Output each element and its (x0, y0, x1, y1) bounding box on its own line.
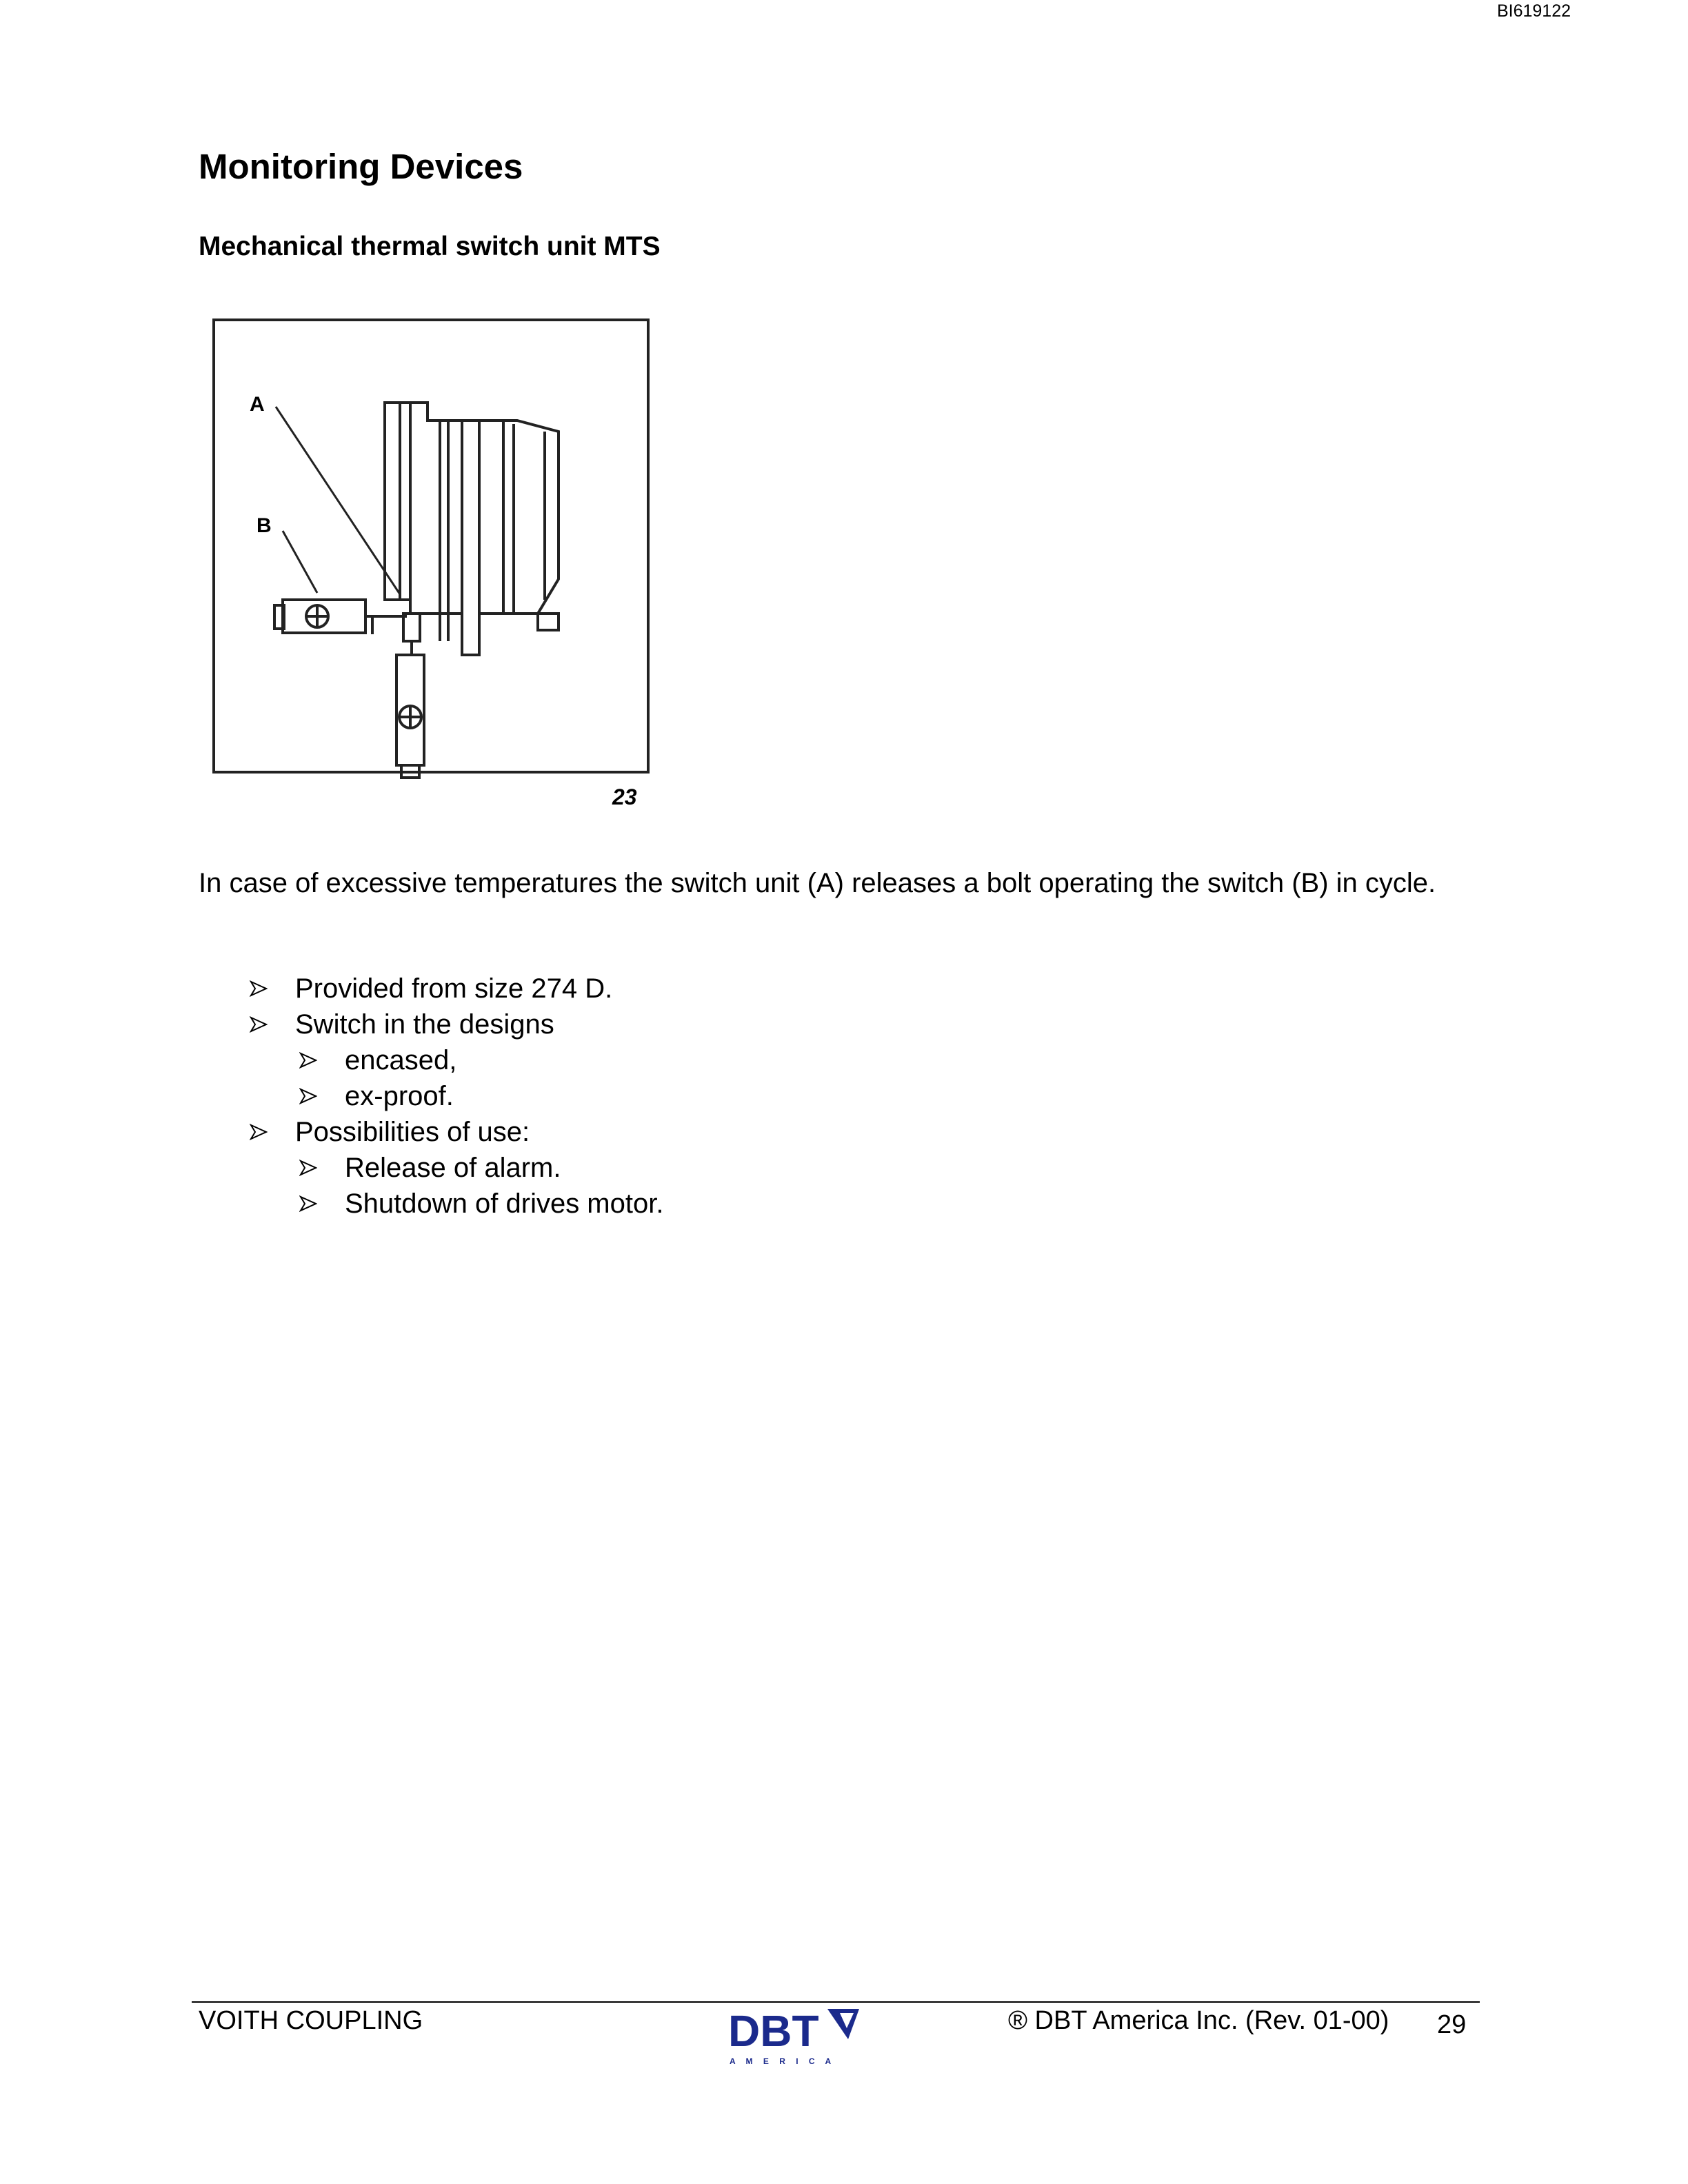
logo-subtext: A M E R I C A (730, 2056, 836, 2066)
list-item: Possibilities of use: (199, 1114, 663, 1150)
arrow-bullet-icon (299, 1052, 317, 1069)
description-paragraph: In case of excessive temperatures the switch unit (A) releases a bolt operating the switch (B) in cycle. (199, 868, 1436, 898)
arrow-bullet-icon (250, 1124, 268, 1140)
page-title: Monitoring Devices (199, 147, 523, 186)
arrow-bullet-icon (299, 1160, 317, 1176)
arrow-bullet-icon (250, 1016, 268, 1033)
figure-number: 23 (612, 785, 637, 809)
coupling-housing (385, 403, 559, 655)
feature-list (199, 971, 663, 1222)
arrow-bullet-icon (299, 1088, 317, 1104)
mts-figure (200, 310, 669, 820)
label-b: B (257, 514, 272, 537)
list-item: Release of alarm. (199, 1150, 663, 1186)
section-subtitle: Mechanical thermal switch unit MTS (199, 232, 661, 261)
arrow-bullet-icon (299, 1195, 317, 1212)
list-item: encased, (199, 1042, 663, 1078)
list-item: Shutdown of drives motor. (199, 1186, 663, 1222)
arrow-bullet-icon (250, 980, 268, 997)
page-number: 29 (1437, 2010, 1467, 2039)
document-id: BI619122 (1496, 1, 1571, 21)
list-item: ex-proof. (199, 1078, 663, 1114)
footer-divider (192, 2001, 1480, 2003)
switch-unit-a (396, 614, 424, 778)
list-item: Provided from size 274 D. (199, 971, 663, 1007)
list-item: Switch in the designs (199, 1007, 663, 1042)
footer-copyright: ® DBT America Inc. (Rev. 01-00) (1008, 2006, 1389, 2035)
logo-text: DBT (728, 2006, 819, 2056)
footer-title: VOITH COUPLING (199, 2006, 423, 2035)
label-a: A (250, 393, 265, 416)
switch-b (274, 600, 407, 634)
dbt-america-logo (724, 2003, 869, 2070)
mts-diagram (200, 310, 669, 820)
